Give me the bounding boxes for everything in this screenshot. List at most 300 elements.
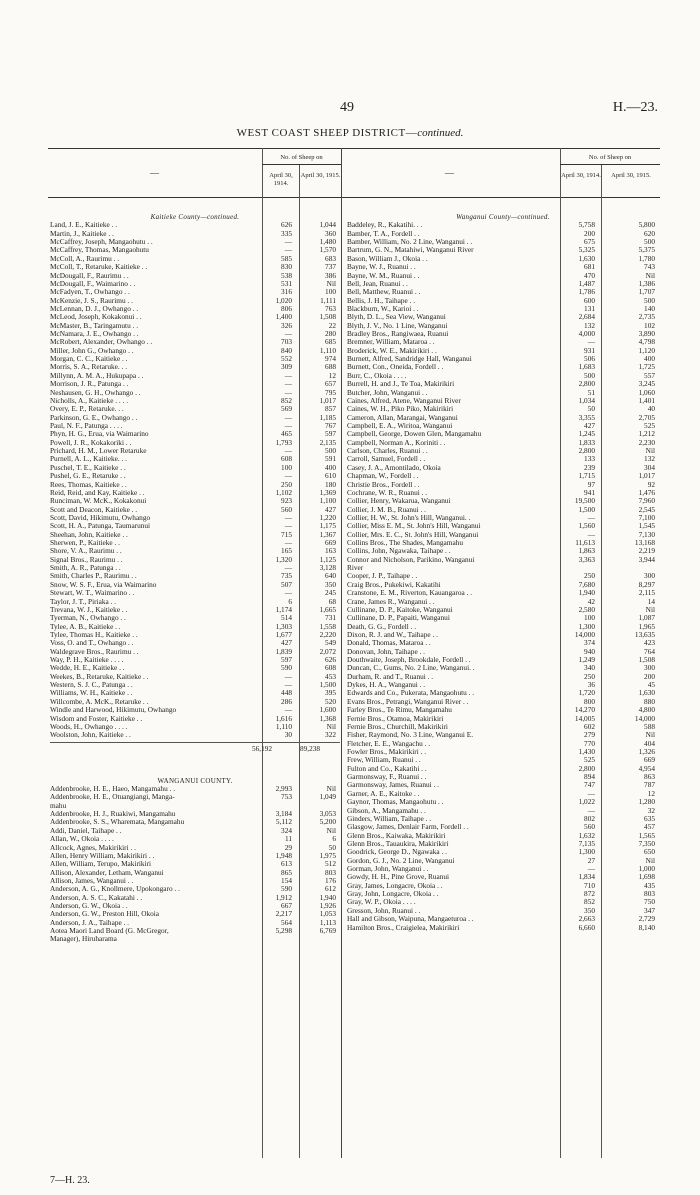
cell-name: Garmonsway, F., Ruanui . . bbox=[347, 773, 427, 782]
table-row bbox=[347, 873, 659, 881]
table-row bbox=[347, 447, 659, 455]
cell-value-1914: 14,270 bbox=[574, 705, 595, 715]
cell-value-1914: 427 bbox=[281, 638, 292, 648]
cell-name: Gray, James, Longacre, Okoia . . bbox=[347, 881, 443, 890]
cell-name: Overy, E. P., Retaruke. . . bbox=[50, 405, 124, 414]
cell-value-1914: 1,834 bbox=[578, 872, 595, 882]
cell-value-1914: 340 bbox=[584, 663, 595, 673]
table-row bbox=[347, 380, 659, 388]
table-row bbox=[347, 598, 659, 606]
footer-code: 7—H. 23. bbox=[50, 1175, 90, 1186]
cell-value-1914: 6 bbox=[288, 596, 292, 606]
cell-name: Sheehan, John, Kaitieke . . bbox=[50, 530, 128, 539]
cell-value-1915: 300 bbox=[644, 663, 655, 673]
cell-name: Way, P. H., Kaitieke . . . . bbox=[50, 656, 124, 665]
cell-value-1914: 564 bbox=[281, 917, 292, 927]
cell-value-1915: 688 bbox=[325, 362, 336, 372]
cell-value-1914: 2,800 bbox=[578, 446, 595, 456]
cell-value-1914: 590 bbox=[281, 884, 292, 894]
table-row bbox=[347, 263, 659, 271]
cell-value-1915: 1,965 bbox=[638, 621, 655, 631]
cell-value-1914: 802 bbox=[584, 813, 595, 823]
cell-value-1914: 335 bbox=[281, 228, 292, 238]
cell-value-1914: 1,102 bbox=[275, 487, 292, 497]
cell-name: Smith, A. R., Patunga . . bbox=[50, 564, 121, 573]
table-row bbox=[347, 422, 659, 430]
cell-value-1914: 2,217 bbox=[275, 909, 292, 919]
table-row bbox=[347, 489, 659, 497]
cell-name: Fisher, Raymond, No. 3 Line, Wanganui E. bbox=[347, 731, 474, 740]
table-row bbox=[50, 810, 340, 818]
table-row bbox=[50, 623, 340, 631]
cell-name: Nicholls, A., Kaitieke . . . . bbox=[50, 396, 129, 405]
table-row bbox=[347, 639, 659, 647]
cell-name: Cameron, Allan, Marangai, Wanganui bbox=[347, 413, 458, 422]
cell-name: Windle and Harwood, Hikimutu, Owhango bbox=[50, 706, 177, 715]
cell-value-1915: 5,200 bbox=[319, 817, 336, 827]
cell-name: Powell, J. R., Kokakoriki . . bbox=[50, 438, 132, 447]
cell-value-1915: 1,545 bbox=[638, 521, 655, 531]
cell-value-1914: 507 bbox=[281, 579, 292, 589]
table-row bbox=[50, 497, 340, 505]
cell-name: Purnell, A. L., Kaitieke. . . bbox=[50, 455, 128, 464]
cell-value-1915: 863 bbox=[644, 772, 655, 782]
cell-name: Collier, H. W., St. John's Hill, Wanganui. . bbox=[347, 513, 471, 522]
cell-name: Campbell, E. A., Wiritoa, Wanganui bbox=[347, 421, 453, 430]
left-date-1915: April 30, 1915. bbox=[300, 172, 341, 179]
cell-value-1915: 13,168 bbox=[634, 538, 655, 548]
cell-name: Bamber, William, No. 2 Line, Wanganui . . bbox=[347, 238, 473, 247]
cell-name: Bradley Bros., Rangiwaea, Ruanui bbox=[347, 330, 449, 339]
cell-value-1915: 635 bbox=[644, 813, 655, 823]
cell-name: Waldegrave Bros., Raurimu . . bbox=[50, 647, 139, 656]
cell-name: Duncan, C., Gums, No. 2 Line, Wanganui. . bbox=[347, 664, 475, 673]
cell-name: Bell, Matthew, Ruanui . . bbox=[347, 288, 421, 297]
table-row bbox=[347, 430, 659, 438]
cell-value-1914: 5,112 bbox=[275, 817, 292, 827]
cell-name: McColl, A., Raurimu . . bbox=[50, 254, 120, 263]
cell-name: Blyth, J. V., No. 1 Line, Wanganui bbox=[347, 321, 448, 330]
cell-value-1914: 27 bbox=[587, 855, 595, 865]
left-sheep-header: No. of Sheep on bbox=[280, 154, 323, 161]
cell-value-1914: 585 bbox=[281, 253, 292, 263]
cell-value-1915: 1,558 bbox=[319, 621, 336, 631]
cell-name: Fernie Bros., Churchill, Makirikiri bbox=[347, 722, 448, 731]
cell-name: Addenbrooke, H. J., Ruakiwi, Mangamahu bbox=[50, 810, 176, 819]
cell-value-1915: 597 bbox=[325, 429, 336, 439]
cell-value-1914: 7,135 bbox=[578, 838, 595, 848]
heading-continued: continued. bbox=[417, 127, 464, 139]
table-row bbox=[50, 606, 340, 614]
cell-value-1914: 675 bbox=[584, 237, 595, 247]
cell-value-1915: 2,230 bbox=[638, 437, 655, 447]
cell-name: Craig Bros., Pukekiwi, Kakatihi bbox=[347, 580, 441, 589]
cell-name: Morris, S. A., Retaruke. . . bbox=[50, 363, 128, 372]
cell-value-1915: 1,508 bbox=[638, 655, 655, 665]
cell-value-1914: 525 bbox=[584, 755, 595, 765]
table-row bbox=[50, 506, 340, 514]
cell-value-1915: Nil bbox=[326, 278, 336, 288]
cell-value-1915: 1,940 bbox=[319, 892, 336, 902]
cell-value-1914: 931 bbox=[584, 345, 595, 355]
cell-value-1914: 2,663 bbox=[578, 914, 595, 924]
table-row bbox=[347, 623, 659, 631]
cell-value-1914: 830 bbox=[281, 262, 292, 272]
table-row bbox=[347, 330, 659, 338]
cell-value-1915: 803 bbox=[325, 867, 336, 877]
table-row bbox=[347, 606, 659, 614]
cell-name: Anderson, G. W., Preston Hill, Okoia bbox=[50, 910, 160, 919]
cell-value-1914: 3,363 bbox=[578, 554, 595, 564]
cell-name: Cochrane, W. R., Ruanui . . bbox=[347, 488, 428, 497]
cell-value-1914: 941 bbox=[584, 487, 595, 497]
cell-name: McLeod, Joseph, Kokakonui . . bbox=[50, 313, 142, 322]
table-row bbox=[50, 885, 340, 893]
cell-name: Prichard, H. M., Lower Retaruke bbox=[50, 447, 147, 456]
cell-value-1914: 852 bbox=[281, 395, 292, 405]
cell-value-1915: 45 bbox=[647, 680, 655, 690]
cell-name: Fowler Bros., Makirikiri . . bbox=[347, 748, 427, 756]
table-row bbox=[50, 514, 340, 522]
cell-value-1914: 286 bbox=[281, 696, 292, 706]
cell-name: Morrison, J. R., Patunga . . bbox=[50, 380, 129, 389]
table-row bbox=[50, 238, 340, 246]
cell-value-1914: 250 bbox=[584, 671, 595, 681]
cell-name: Runciman, W. McK., Kokakonui bbox=[50, 497, 147, 506]
cell-name: Durham, R. and T., Ruanui . . bbox=[347, 672, 434, 681]
cell-value-1914: 1,174 bbox=[275, 604, 292, 614]
cell-value-1914: 2,800 bbox=[578, 763, 595, 773]
cell-value-1915: 763 bbox=[325, 303, 336, 313]
cell-value-1915: 14 bbox=[647, 596, 655, 606]
cell-name: Scott and Deacon, Kaitieke . . bbox=[50, 505, 138, 514]
table-row bbox=[50, 230, 340, 238]
cell-value-1914: 703 bbox=[281, 337, 292, 347]
cell-value-1914: 1,303 bbox=[275, 621, 292, 631]
cell-value-1914: 806 bbox=[281, 303, 292, 313]
cell-name: Smith, Charles P., Raurimu . . bbox=[50, 572, 137, 581]
cell-value-1914: 865 bbox=[281, 867, 292, 877]
cell-name: Martin, J., Kaitieke . . bbox=[50, 229, 114, 238]
table-row bbox=[347, 338, 659, 346]
cell-value-1914: — bbox=[284, 329, 292, 339]
cell-value-1915: 500 bbox=[644, 237, 655, 247]
cell-value-1914: 1,249 bbox=[578, 655, 595, 665]
cell-name: Burrell, H. and J., Te Toa, Makirikiri bbox=[347, 380, 455, 389]
cell-name: Gaynor, Thomas, Mangaohutu . . bbox=[347, 798, 444, 807]
table-row bbox=[347, 798, 659, 806]
cell-value-1914: 200 bbox=[584, 228, 595, 238]
cell-value-1914: 309 bbox=[281, 362, 292, 372]
header-subrule-left bbox=[262, 164, 341, 165]
table-row bbox=[50, 330, 340, 338]
cell-value-1915: 650 bbox=[644, 847, 655, 857]
cell-value-1914: 667 bbox=[281, 901, 292, 911]
cell-value-1915: 1,975 bbox=[319, 850, 336, 860]
cell-name: McFadyen, T., Owhango . . bbox=[50, 288, 130, 297]
cell-value-1914: 3,355 bbox=[578, 412, 595, 422]
cell-value-1914: 5,298 bbox=[275, 926, 292, 936]
table-row bbox=[50, 489, 340, 497]
cell-name: Shore, V. A., Raurimu . . bbox=[50, 547, 122, 556]
cell-name: Gowdy, H. H., Pine Grove, Ruanui bbox=[347, 873, 450, 882]
cell-name: Morgan, C. C., Kaitieke . . bbox=[50, 355, 128, 364]
cell-value-1915: 608 bbox=[325, 663, 336, 673]
table-row bbox=[50, 539, 340, 547]
cell-value-1914: 1,320 bbox=[275, 554, 292, 564]
cell-value-1914: 506 bbox=[584, 354, 595, 364]
cell-value-1914: 2,684 bbox=[578, 312, 595, 322]
table-row bbox=[347, 898, 659, 906]
cell-value-1914: 770 bbox=[584, 738, 595, 748]
table-row bbox=[347, 514, 659, 522]
cell-value-1914: — bbox=[284, 379, 292, 389]
cell-name: Pushel, G. E., Retaruke . . bbox=[50, 472, 126, 481]
table-row bbox=[50, 598, 340, 606]
left-rows-wanganui bbox=[50, 785, 340, 944]
cell-name: Carroll, Samuel, Fordell . . bbox=[347, 455, 426, 464]
cell-name: Woods, H., Owhango . . . . bbox=[50, 722, 128, 731]
cell-value-1914: — bbox=[587, 805, 595, 815]
table-row bbox=[50, 689, 340, 697]
cell-value-1914: 1,560 bbox=[578, 521, 595, 531]
table-row bbox=[50, 280, 340, 288]
cell-name: Garner, A. E., Kaitoke . . bbox=[347, 789, 420, 798]
table-row bbox=[347, 497, 659, 505]
table-row bbox=[50, 531, 340, 539]
table-row bbox=[50, 852, 340, 860]
cell-value-1914: 2,993 bbox=[275, 784, 292, 793]
cell-value-1914: 154 bbox=[281, 875, 292, 885]
table-row bbox=[347, 648, 659, 656]
table-row bbox=[50, 902, 340, 910]
table-row bbox=[50, 322, 340, 330]
table-row bbox=[347, 439, 659, 447]
cell-name: Bellis, J. H., Taihape . . bbox=[347, 296, 416, 305]
table-row bbox=[347, 288, 659, 296]
cell-value-1914: — bbox=[587, 512, 595, 522]
cell-name: Bremner, William, Mataroa . . bbox=[347, 338, 435, 347]
cell-value-1915: 787 bbox=[644, 780, 655, 790]
cell-value-1914: 3,184 bbox=[275, 809, 292, 819]
cell-name: Bamber, T. A., Fordell . . bbox=[347, 229, 420, 238]
table-header-rule bbox=[48, 197, 660, 198]
section-heading: Kaitieke County—continued. bbox=[150, 213, 240, 221]
cell-value-1915: 1,707 bbox=[638, 287, 655, 297]
cell-name: Allen, Henry William, Makirikiri . . bbox=[50, 851, 155, 860]
table-row bbox=[50, 288, 340, 296]
cell-value-1915: 200 bbox=[644, 671, 655, 681]
cell-name: Christie Bros., Fordell . . bbox=[347, 480, 420, 489]
cell-value-1915: 1,386 bbox=[638, 278, 655, 288]
table-row bbox=[347, 572, 659, 580]
cell-value-1914: — bbox=[587, 337, 595, 347]
cell-name: Allison, James, Wanganui . . bbox=[50, 876, 134, 885]
cell-value-1915 bbox=[300, 935, 340, 943]
cell-value-1914: — bbox=[284, 237, 292, 247]
cell-value-1915: 7,960 bbox=[638, 496, 655, 506]
table-row bbox=[347, 255, 659, 263]
cell-name: Donald, Thomas, Mataroa . . bbox=[347, 639, 431, 648]
cell-name: Cullinane, D. P., Papaiti, Wanganui bbox=[347, 614, 450, 623]
cell-value-1914: 1,110 bbox=[275, 721, 292, 731]
cell-value-1915: 1,565 bbox=[638, 830, 655, 840]
cell-value-1915: 1,044 bbox=[319, 220, 336, 230]
table-row bbox=[347, 246, 659, 254]
cell-name: Aotea Maori Land Board (G. McGregor, bbox=[50, 927, 169, 936]
cell-value-1914: — bbox=[284, 446, 292, 456]
cell-name: Millynn, A. M. A., Hukupapa . . bbox=[50, 371, 144, 380]
cell-value-1914: 165 bbox=[281, 546, 292, 556]
cell-value-1914: 560 bbox=[281, 504, 292, 514]
table-row bbox=[347, 907, 659, 915]
cell-name: Fulton and Co., Kakatihi . . bbox=[347, 764, 427, 773]
table-row bbox=[347, 355, 659, 363]
cell-name: Gray, John, Longacre, Okoia . . bbox=[347, 890, 439, 899]
cell-value-1914: 597 bbox=[281, 655, 292, 665]
cell-value-1915: 8,140 bbox=[638, 922, 655, 932]
cell-value-1915: 400 bbox=[325, 462, 336, 472]
table-row bbox=[347, 681, 659, 689]
cell-value-1914: 500 bbox=[584, 370, 595, 380]
cell-value-1914: 100 bbox=[584, 613, 595, 623]
cell-value-1914: — bbox=[284, 705, 292, 715]
cell-value-1915: 40 bbox=[647, 404, 655, 414]
cell-value-1915: 588 bbox=[644, 721, 655, 731]
cell-value-1915: 386 bbox=[325, 270, 336, 280]
table-row bbox=[347, 832, 659, 840]
cell-value-1915: 549 bbox=[325, 638, 336, 648]
cell-value-1914: 1,940 bbox=[578, 588, 595, 598]
cell-value-1914: 239 bbox=[584, 462, 595, 472]
right-name-header: — bbox=[445, 168, 454, 178]
cell-value-1914: 840 bbox=[281, 345, 292, 355]
cell-value-1915: 140 bbox=[644, 303, 655, 313]
cell-value-1915: 14,000 bbox=[634, 713, 655, 723]
right-column bbox=[347, 213, 659, 932]
cell-name: Gordon, G. J., No. 2 Line, Wanganui bbox=[347, 856, 455, 865]
cell-name: Puschel, T. E., Kaitieke . . bbox=[50, 463, 126, 472]
cell-value-1914: 1,683 bbox=[578, 362, 595, 372]
cell-value-1915: 1,698 bbox=[638, 872, 655, 882]
cell-name: Collier, Henry, Wakarua, Wanganui bbox=[347, 497, 451, 506]
cell-value-1914: 326 bbox=[281, 320, 292, 330]
table-row bbox=[50, 860, 340, 868]
cell-name: Miller, John G., Owhango . . bbox=[50, 346, 134, 355]
cell-value-1914: 1,300 bbox=[578, 621, 595, 631]
cell-name: mahu bbox=[50, 801, 67, 810]
cell-value-1915: 300 bbox=[644, 571, 655, 581]
table-row bbox=[50, 785, 340, 793]
cell-value-1914: 800 bbox=[584, 696, 595, 706]
cell-name: Gibson, A., Mangamahu . . bbox=[347, 806, 426, 815]
cell-name: McMaster, B., Taringamutu . . bbox=[50, 321, 139, 330]
cell-value-1914: 1,863 bbox=[578, 546, 595, 556]
table-row bbox=[347, 689, 659, 697]
table-row bbox=[347, 472, 659, 480]
cell-value-1915: 347 bbox=[644, 905, 655, 915]
cell-name: Addenbrooke, H. E., Otuangiangi, Manga- bbox=[50, 793, 175, 802]
cell-name: Stewart, W. T., Waimarino . . bbox=[50, 589, 135, 598]
cell-name: Bell, Jean, Ruanui . . bbox=[347, 279, 408, 288]
cell-value-1915: 1,185 bbox=[319, 412, 336, 422]
cell-value-1914: 1,839 bbox=[275, 646, 292, 656]
table-row bbox=[347, 715, 659, 723]
cell-value-1915: 50 bbox=[328, 842, 336, 852]
cell-name: Collins, John, Ngawaka, Taihape . . bbox=[347, 547, 451, 556]
cell-value-1915: 2,135 bbox=[319, 437, 336, 447]
cell-value-1914: 608 bbox=[281, 454, 292, 464]
table-row bbox=[347, 890, 659, 898]
table-row bbox=[347, 773, 659, 781]
cell-name: Dixon, R. J. and W., Taihape . . bbox=[347, 630, 438, 639]
right-rows bbox=[347, 221, 659, 932]
cell-value-1914: — bbox=[284, 471, 292, 481]
cell-name: Woolston, John, Kaitieke . . bbox=[50, 731, 131, 740]
table-row bbox=[347, 564, 659, 572]
cell-value-1914: 1,020 bbox=[275, 295, 292, 305]
table-row bbox=[50, 639, 340, 647]
cell-name: Land, J. E., Kaitieke . . bbox=[50, 221, 118, 230]
table-row bbox=[347, 280, 659, 288]
cell-value-1915: 304 bbox=[644, 462, 655, 472]
cell-value-1914: — bbox=[284, 588, 292, 598]
cell-name: Collier, Miss E. M., St. John's Hill, Wanganui bbox=[347, 522, 481, 531]
cell-value-1915: 2,219 bbox=[638, 546, 655, 556]
cell-value-1914: 1,833 bbox=[578, 437, 595, 447]
cell-value-1915: 500 bbox=[325, 446, 336, 456]
cell-value-1915: 7,350 bbox=[638, 838, 655, 848]
table-row bbox=[50, 305, 340, 313]
cell-value-1914: — bbox=[284, 370, 292, 380]
table-row bbox=[347, 848, 659, 856]
table-row bbox=[50, 380, 340, 388]
cell-value-1914: 97 bbox=[587, 479, 595, 489]
cell-name: River bbox=[347, 564, 364, 573]
total-1915: 89,238 bbox=[300, 743, 321, 753]
cell-value-1915: 1,570 bbox=[319, 245, 336, 255]
table-row bbox=[347, 731, 659, 739]
cell-value-1914: 626 bbox=[281, 220, 292, 230]
cell-name: Butcher, John, Wanganui . . bbox=[347, 388, 428, 397]
table-row bbox=[347, 414, 659, 422]
cell-name: Goodrick, George D., Ngawaka . . bbox=[347, 848, 447, 857]
cell-value-1914: — bbox=[284, 512, 292, 522]
table-row bbox=[347, 857, 659, 865]
cell-name: Gresson, John, Ruanui . . bbox=[347, 906, 421, 915]
cell-value-1915: 22 bbox=[328, 320, 336, 330]
cell-value-1915: 1,049 bbox=[319, 792, 336, 802]
cell-value-1914: 29 bbox=[284, 842, 292, 852]
cell-name: Frew, William, Ruanui . . bbox=[347, 756, 421, 765]
cell-value-1914: 132 bbox=[584, 320, 595, 330]
cell-value-1914: 852 bbox=[584, 897, 595, 907]
cell-value-1914: 470 bbox=[584, 270, 595, 280]
cell-name: McRobert, Alexander, Owhango . . bbox=[50, 338, 153, 347]
cell-name: Cooper, J. P., Taihape . . bbox=[347, 572, 418, 581]
column-divider-middle bbox=[341, 148, 342, 1158]
table-row bbox=[50, 802, 340, 810]
table-row bbox=[347, 531, 659, 539]
table-row bbox=[347, 614, 659, 622]
cell-value-1915: 620 bbox=[644, 228, 655, 238]
cell-value-1915: Nil bbox=[645, 446, 655, 456]
cell-name: Crane, James R., Wanganui . . bbox=[347, 597, 435, 606]
cell-value-1915: 3,890 bbox=[638, 329, 655, 339]
left-date-1914: April 30, 1914. bbox=[269, 172, 293, 187]
table-row bbox=[50, 681, 340, 689]
table-row bbox=[347, 313, 659, 321]
